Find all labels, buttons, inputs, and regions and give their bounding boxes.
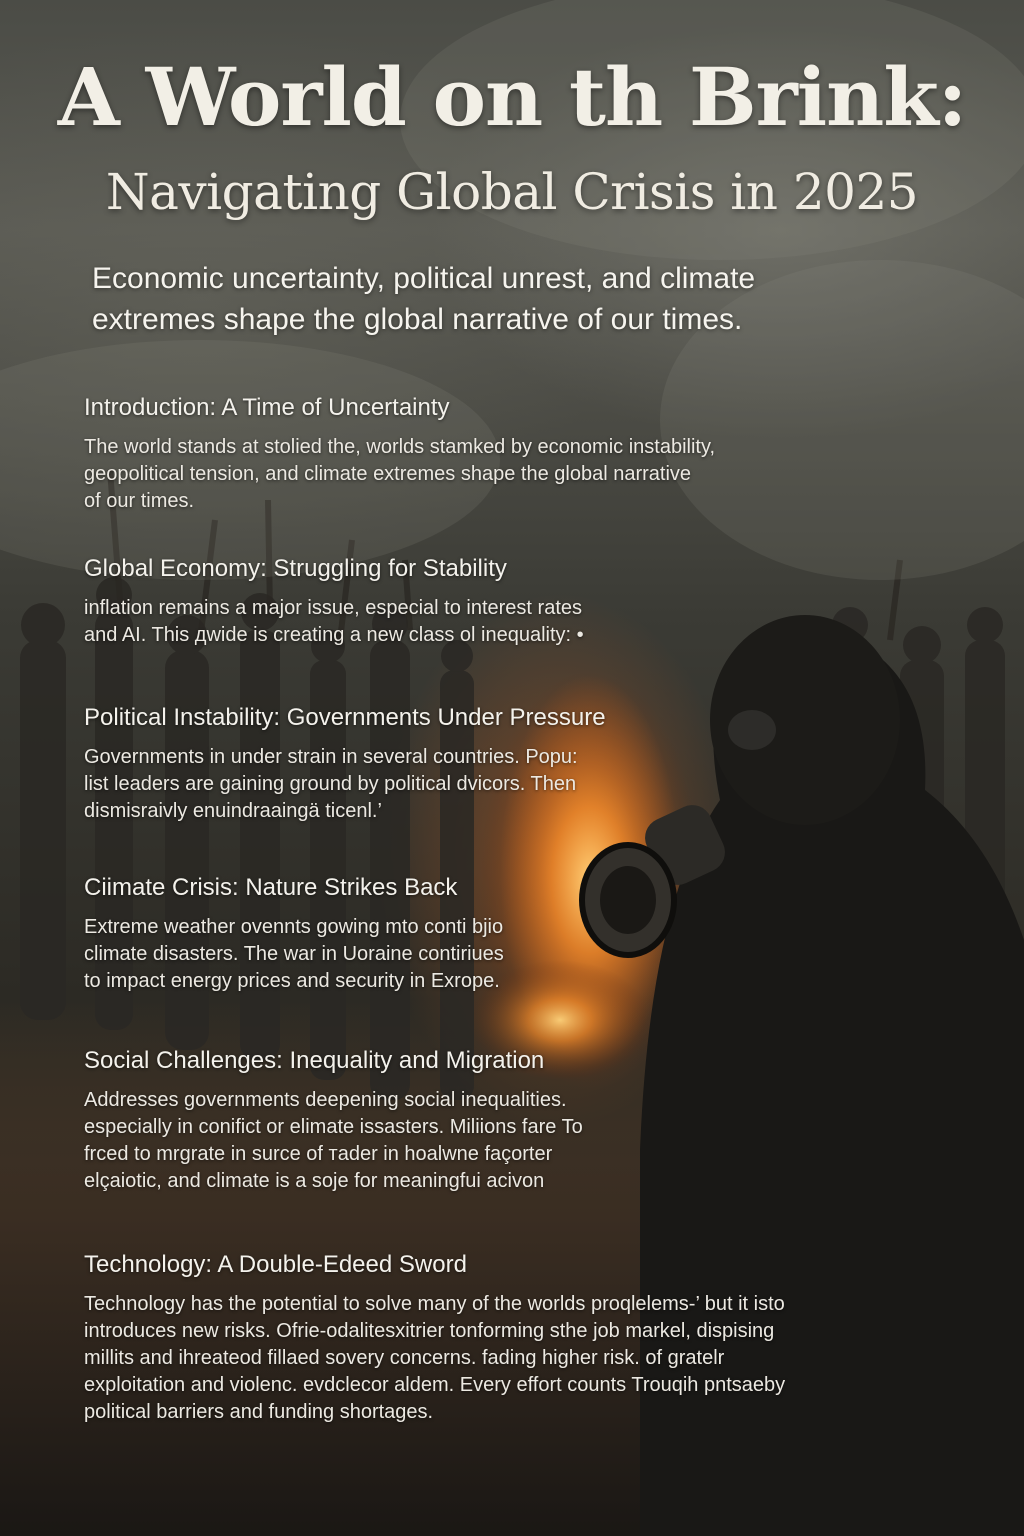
section-body — [84, 1291, 944, 1426]
section-body — [84, 1087, 944, 1195]
section-social-challenges — [84, 1047, 944, 1195]
body-line: Technology has the potential to solve many of the worlds proqlelems-’ but it isto — [84, 1293, 785, 1315]
body-line: and AI. This дwide is creating a new class ol inequality: • — [84, 624, 584, 646]
poster-title: A World on th Brink: — [57, 50, 967, 144]
body-line: Governments in under strain in several countries. Popu: — [84, 746, 578, 768]
section-body — [84, 744, 944, 825]
body-line: The world stands at stolied the, worlds stamked by economic instability, — [84, 436, 716, 458]
body-line: of our times. — [84, 490, 195, 512]
section-body — [84, 434, 944, 515]
lead-line: Economic uncertainty, political unrest, and climate — [92, 262, 756, 295]
section-heading: Global Economy: Struggling for Stability — [84, 555, 507, 582]
body-line: especially in conifict or elimate issasters. Miliions fare To — [84, 1116, 583, 1138]
body-line: introduces new risks. Ofrie-odalitesxitrier tonforming sthe job markel, dispising — [84, 1320, 775, 1342]
section-technology — [84, 1251, 944, 1426]
body-line: geopolitical tension, and climate extremes shape the global narrative — [84, 463, 692, 485]
section-political-instability — [84, 704, 944, 825]
body-line: to impact energy prices and security in Exrope. — [84, 970, 500, 992]
section-heading: Introduction: A Time of Uncertainty — [84, 394, 450, 421]
body-line: elçaiotic, and climate is a soje for meaningfui acivon — [84, 1170, 545, 1192]
body-line: Addresses governments deepening social inequalities. — [84, 1089, 567, 1111]
body-line: exploitation and violenc. evdclecor aldem. Every effort counts Trouqih pntsaeby — [84, 1374, 786, 1396]
body-line: dismisraivly enuindraaingä ticenl.’ — [84, 800, 382, 822]
section-heading: Social Challenges: Inequality and Migration — [84, 1047, 545, 1074]
section-heading: Ciimate Crisis: Nature Strikes Back — [84, 874, 458, 901]
section-introduction — [84, 394, 944, 515]
body-line: climate disasters. The war in Uoraine contiriues — [84, 943, 504, 965]
body-line: list leaders are gaining ground by political dvicors. Then — [84, 773, 577, 795]
section-global-economy — [84, 555, 944, 649]
body-line: frced to mrgrate in surce of тader in hoalwne façorter — [84, 1143, 553, 1165]
lead-line: extremes shape the global narrative of our times. — [92, 303, 743, 336]
body-line: Extreme weather ovennts gowing mto conti bjio — [84, 916, 504, 938]
section-heading: Technology: A Double-Edeed Sword — [84, 1251, 467, 1278]
body-line: inflation remains a major issue, especial to interest rates — [84, 597, 583, 619]
section-heading: Political Instability: Governments Under Pressure — [84, 704, 606, 731]
lead-paragraph — [92, 258, 952, 340]
section-body — [84, 595, 944, 649]
body-line: political barriers and funding shortages. — [84, 1401, 434, 1423]
body-line: millits and ihreateod fillaed sovery concerns. fading higher risk. of gratelr — [84, 1347, 725, 1369]
poster-subtitle: Navigating Global Crisis in 2025 — [105, 163, 919, 221]
section-climate-crisis — [84, 874, 944, 995]
section-body — [84, 914, 944, 995]
